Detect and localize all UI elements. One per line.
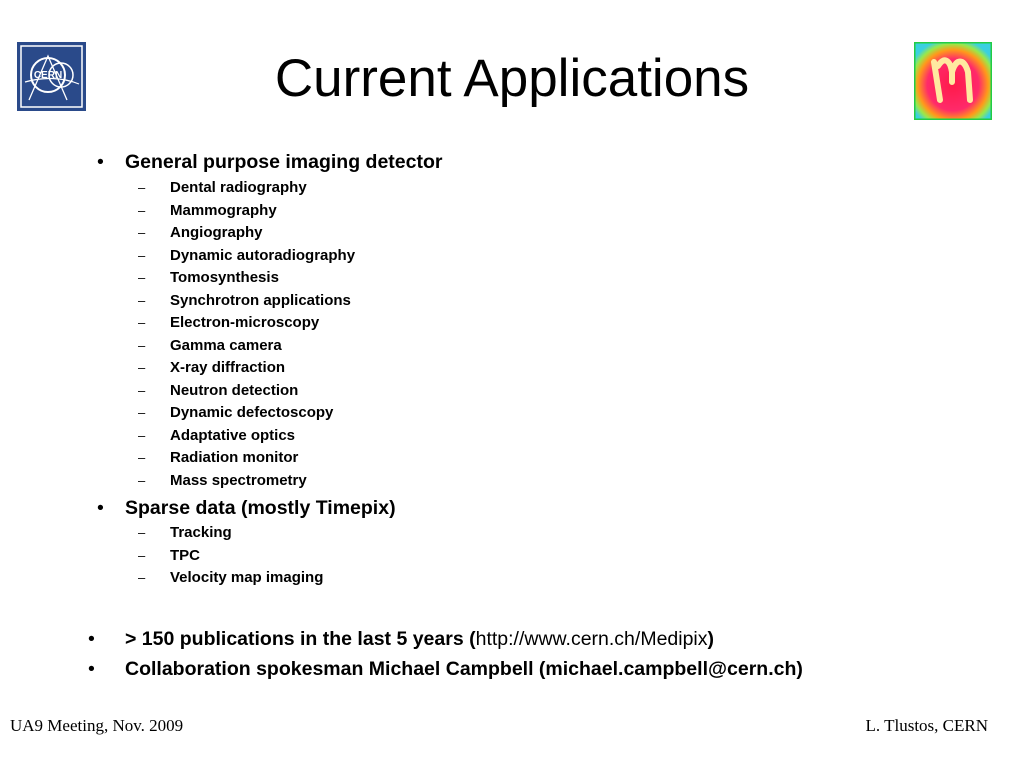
list-item: – Synchrotron applications [138,292,351,309]
publications-link[interactable]: http://www.cern.ch/Medipix [475,628,708,650]
list-item [88,657,988,681]
list-item: – Neutron detection [138,382,299,399]
list-item: – Tomosynthesis [138,269,279,286]
list-item: – Radiation monitor [138,449,299,466]
bullet-marker: • [88,628,95,650]
list-item [97,150,997,174]
list-item: • > 150 publications in the last 5 years (http://www.cern.ch/Medipix) [88,628,715,650]
list-item: – Dental radiography [138,179,307,196]
list-item [97,496,997,520]
slide-title: Current Applications [274,49,750,108]
bullet-marker: • [88,658,95,680]
bullet-marker: • [97,497,104,519]
list-item: – Electron-microscopy [138,314,320,331]
section-heading: Sparse data (mostly Timepix) [125,497,396,519]
spokesman-text: Collaboration spokesman Michael Campbell (michael.campbell@cern.ch) [125,658,803,680]
list-item: – Mammography [138,202,277,219]
list-item: – Dynamic autoradiography [138,247,356,264]
section-heading: General purpose imaging detector [125,151,443,173]
list-item: – X-ray diffraction [138,359,286,376]
list-item: – Velocity map imaging [138,569,324,586]
list-item: – Dynamic defectoscopy [138,404,334,421]
footer-right: L. Tlustos, CERN [865,716,988,735]
list-item: – Angiography [138,224,263,241]
bullet-marker: • [97,151,104,173]
list-item: – Adaptative optics [138,427,296,444]
list-item: – Gamma camera [138,337,282,354]
list-item: – Tracking [138,524,232,541]
cern-logo-text: CERN [33,70,63,81]
list-item: – Mass spectrometry [138,472,307,489]
list-item: – TPC [138,547,200,564]
footer-left: UA9 Meeting, Nov. 2009 [10,716,184,735]
